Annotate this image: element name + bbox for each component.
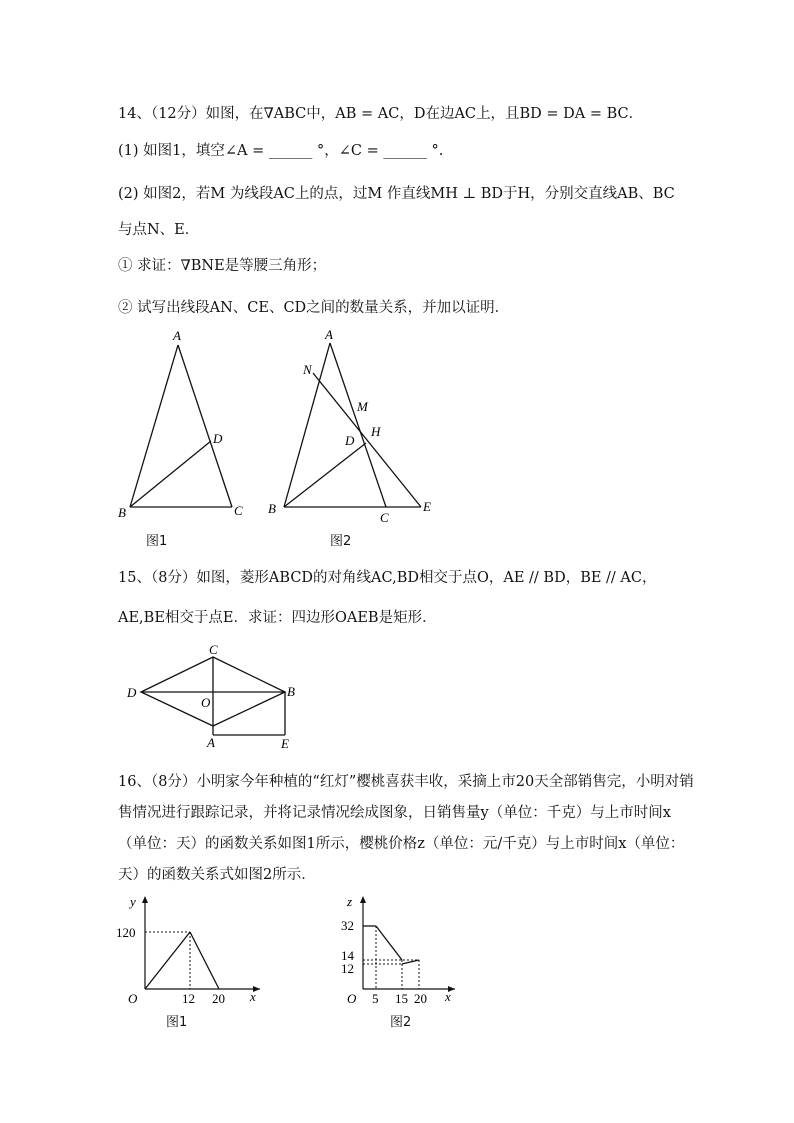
rhombus-label-o: O — [201, 695, 211, 710]
fig2-caption: 图2 — [330, 534, 352, 549]
fig2-label-e: E — [423, 499, 431, 514]
g1-ylabel: y — [130, 894, 136, 909]
g1-tick-20: 20 — [212, 991, 225, 1006]
q14-line-2: (1) 如图1，填空∠A = ______ °，∠C = ______ °. — [118, 143, 444, 159]
fig1-label-c: C — [234, 503, 243, 518]
g2-rising-segment — [402, 960, 419, 964]
g1-falling-segment — [190, 932, 219, 989]
q16-graph-1 — [108, 892, 268, 1012]
g2-z-arrow — [360, 896, 366, 903]
fig2-label-h: H — [371, 424, 381, 439]
q15-line-1: 15、（8分）如图，菱形ABCD的对角线AC,BD相交于点O，AE // BD，BE // AC， — [118, 570, 657, 586]
rhombus-label-b: B — [287, 684, 295, 699]
g2-origin: O — [347, 991, 357, 1006]
g2-tick-14: 14 — [341, 948, 354, 963]
fig1-segment-bd — [130, 441, 211, 507]
g2-tick-20: 20 — [414, 991, 427, 1006]
q16-line-3: （单位：天）的函数关系如图1所示，樱桃价格z（单位：元/千克）与上市时间x（单位： — [118, 836, 685, 852]
fig1-label-a: A — [173, 328, 181, 343]
q16-line-2: 售情况进行跟踪记录，并将记录情况绘成图象，日销售量y（单位：千克）与上市时间x — [118, 805, 671, 821]
g2-tick-32: 32 — [341, 918, 354, 933]
g2-tick-5: 5 — [372, 991, 379, 1006]
g2-caption: 图2 — [390, 1015, 412, 1030]
fig1-side-ac — [178, 345, 232, 507]
q16-line-1: 16、（8分）小明家今年种植的“红灯”樱桃喜获丰收，采摘上市20天全部销售完，小明对销 — [118, 774, 694, 790]
fig2-label-b: B — [268, 501, 276, 516]
fig2-line-ne — [313, 373, 421, 507]
q15-line-2: AE,BE相交于点E．求证：四边形OAEB是矩形． — [118, 610, 437, 626]
g2-falling-segment — [376, 926, 402, 960]
q14-line-5: ① 求证：∇BNE是等腰三角形； — [118, 258, 327, 274]
g1-y-arrow — [142, 896, 148, 903]
fig1-side-ab — [130, 345, 178, 507]
g1-xlabel: x — [250, 989, 256, 1004]
q14-figure-1 — [110, 325, 260, 525]
g1-tick-120: 120 — [116, 925, 136, 940]
fig2-label-d: D — [345, 433, 355, 448]
rhombus-label-e: E — [281, 736, 289, 751]
g1-caption: 图1 — [166, 1015, 188, 1030]
q14-figure-2 — [265, 325, 445, 530]
fig2-label-a: A — [325, 327, 333, 342]
fig2-label-m: M — [357, 399, 368, 414]
rhombus-label-a: A — [207, 735, 215, 750]
g2-ylabel: z — [347, 894, 353, 909]
g1-tick-12: 12 — [182, 991, 195, 1006]
q15-figure-rhombus — [115, 640, 315, 755]
g2-tick-15: 15 — [395, 991, 408, 1006]
g2-xlabel: x — [445, 989, 451, 1004]
q14-line-6: ② 试写出线段AN、CE、CD之间的数量关系，并加以证明． — [118, 300, 510, 316]
g1-rising-segment — [145, 932, 190, 989]
q14-line-1: 14、（12分）如图，在∇ABC中，AB = AC，D在边AC上，且BD = DA = BC． — [118, 106, 644, 122]
rhombus-label-d: D — [127, 685, 137, 700]
fig2-segment-bd — [284, 443, 366, 507]
q14-line-3: (2) 如图2，若M 为线段AC上的点，过M 作直线MH ⊥ BD于H，分别交直线AB、BC — [118, 186, 675, 202]
fig2-label-c: C — [380, 510, 389, 525]
q14-line-4: 与点N、E． — [118, 222, 200, 238]
fig1-label-b: B — [118, 505, 126, 520]
q16-graph-2 — [335, 892, 465, 1012]
fig1-caption: 图1 — [146, 534, 168, 549]
q16-line-4: 天）的函数关系式如图2所示． — [118, 867, 316, 883]
fig1-label-d: D — [213, 431, 223, 446]
rhombus-label-c: C — [209, 642, 218, 657]
g1-origin: O — [128, 991, 138, 1006]
g2-tick-12: 12 — [341, 961, 354, 976]
fig2-label-n: N — [303, 362, 312, 377]
